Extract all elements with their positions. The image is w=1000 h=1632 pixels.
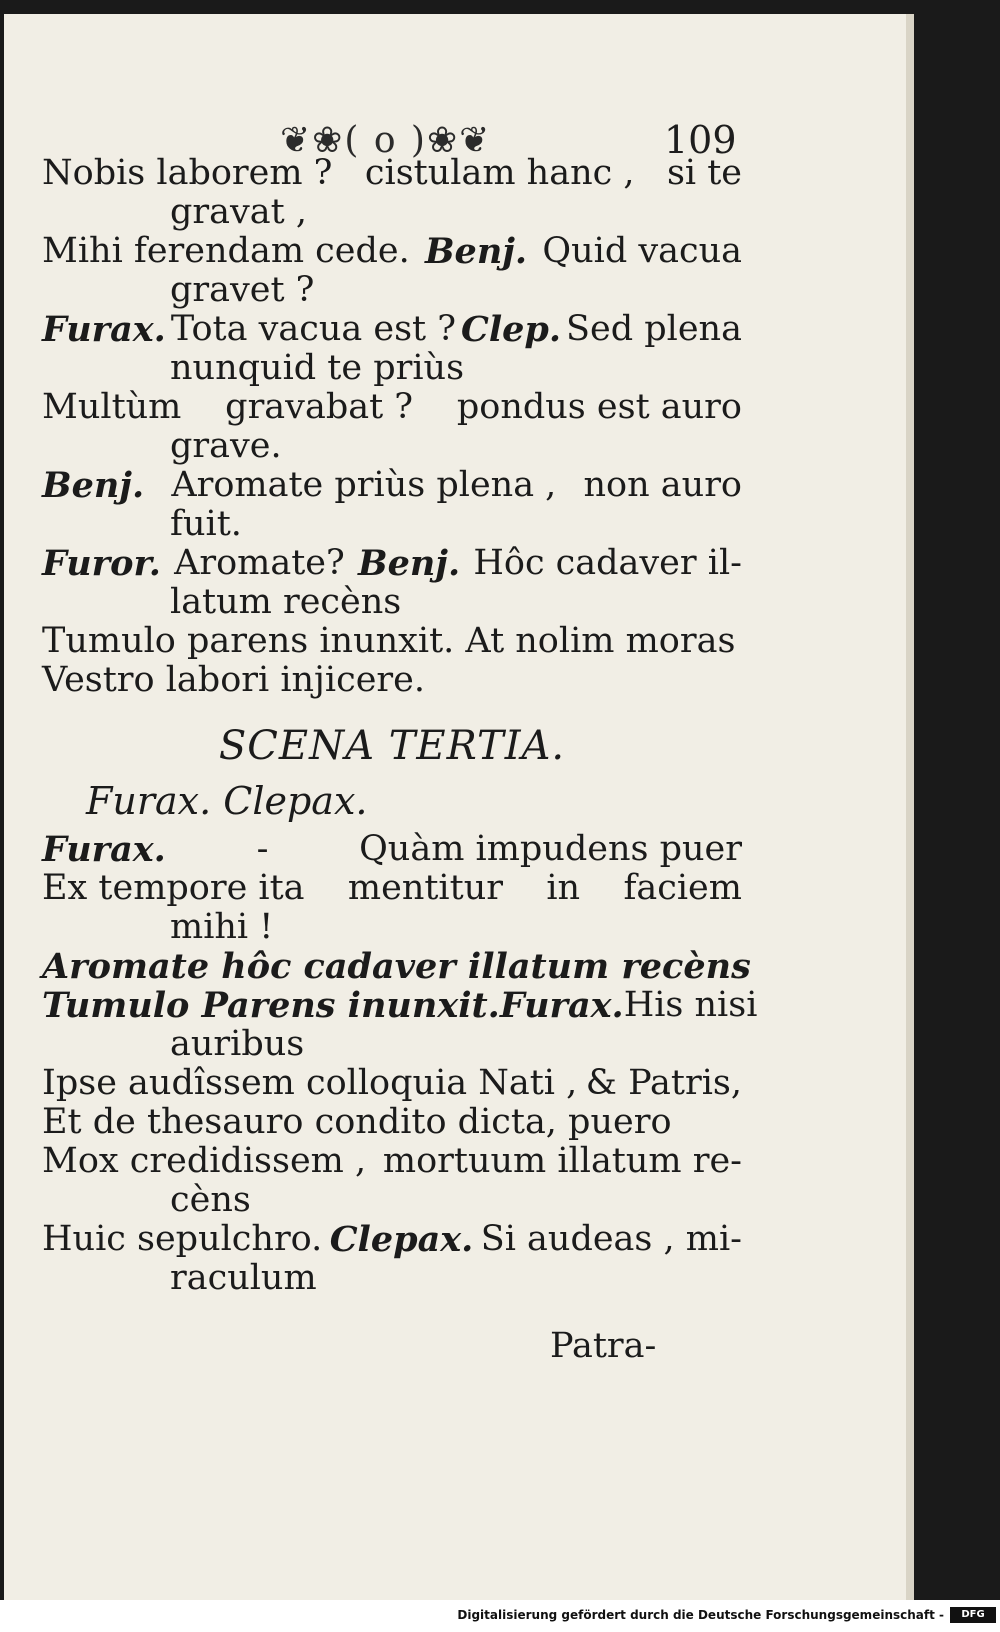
scene-title: SCENA TERTIA. xyxy=(218,723,566,769)
line-text: fuit. xyxy=(170,504,242,544)
text-line xyxy=(42,661,742,700)
speaker-label: Clep. xyxy=(460,309,562,350)
line-text: His nisi xyxy=(623,985,758,1025)
line-text: Nobis laborem ? xyxy=(42,153,333,193)
text-line xyxy=(42,908,742,947)
text-line xyxy=(42,232,742,271)
text-line xyxy=(42,466,742,505)
line-text: pondus est auro xyxy=(456,387,742,427)
text-line xyxy=(42,1142,742,1181)
line-text: Vestro labori injicere. xyxy=(42,660,425,700)
line-text: cistulam hanc , xyxy=(364,153,635,193)
text-line xyxy=(42,271,742,310)
speaker-label: Clepax. xyxy=(329,1219,474,1260)
header-ornament: ❦❀( o )❀❦ xyxy=(280,120,492,161)
line-text: gravat , xyxy=(170,192,307,232)
line-text: Quid vacua xyxy=(542,231,742,271)
page-text xyxy=(42,153,758,1298)
speaker-label: Benj. xyxy=(424,231,528,272)
line-text: latum recèns xyxy=(170,582,402,622)
text-line xyxy=(42,1220,742,1259)
line-text: mihi ! xyxy=(170,907,274,947)
line-text: gravet ? xyxy=(170,270,315,310)
text-line xyxy=(42,985,758,1026)
text-line xyxy=(42,1103,742,1142)
speaker-label: Furax. xyxy=(42,829,166,870)
speaker-label: Benj. xyxy=(357,543,461,584)
line-text: Mox credidissem , xyxy=(42,1141,367,1181)
text-line xyxy=(42,1064,742,1103)
page-number: 109 xyxy=(664,118,737,162)
text-line xyxy=(42,583,742,622)
text-line xyxy=(42,427,742,466)
text-line xyxy=(42,1259,742,1298)
line-text: mortuum illatum re- xyxy=(382,1141,742,1181)
text-line xyxy=(42,830,742,869)
speaker-label: Furax. xyxy=(42,309,166,350)
text-line xyxy=(42,1181,742,1220)
line-text: Aromate? xyxy=(174,543,345,583)
text-line xyxy=(42,193,742,232)
cast-list: Furax. Clepax. xyxy=(86,779,368,823)
text-line xyxy=(42,544,742,583)
line-text: Et de thesauro condito dicta, puero xyxy=(42,1102,672,1142)
line-text: Si audeas , mi- xyxy=(480,1219,742,1259)
line-text: Tota vacua est ? xyxy=(170,309,456,349)
dialogue-block-2 xyxy=(42,829,758,1298)
line-text: si te xyxy=(666,153,742,193)
footer-credit: Digitalisierung gefördert durch die Deutsche Forschungsgemeinschaft - xyxy=(457,1608,944,1622)
line-text: Sed plena xyxy=(566,309,742,349)
line-text: Quàm impudens puer xyxy=(359,829,742,869)
line-text: Multùm xyxy=(42,387,182,427)
line-text: raculum xyxy=(170,1258,317,1298)
line-text: & Patris, xyxy=(585,1063,742,1103)
line-text: in xyxy=(546,868,581,908)
line-text: gravabat ? xyxy=(225,387,414,427)
line-text: non auro xyxy=(583,465,742,505)
line-text: auribus xyxy=(170,1024,305,1064)
text-line xyxy=(42,946,751,987)
line-text: faciem xyxy=(623,868,742,908)
line-text: Mihi ferendam cede. xyxy=(42,231,410,271)
line-text: Ex tempore ita xyxy=(42,868,305,908)
speaker-label: Furax. xyxy=(499,985,624,1026)
line-text: Tumulo parens inunxit. At nolim moras xyxy=(42,621,736,661)
text-line xyxy=(42,388,742,427)
line-text: nunquid te priùs xyxy=(170,348,465,388)
line-text: Huic sepulchro. xyxy=(42,1219,323,1259)
speaker-label: Tumulo Parens inunxit. xyxy=(42,985,500,1026)
line-text: - xyxy=(256,829,269,869)
text-line xyxy=(42,869,742,908)
speaker-label: Furor. xyxy=(42,543,161,584)
line-text: mentitur xyxy=(347,868,503,908)
line-text: Hôc cadaver il- xyxy=(473,543,742,583)
dfg-logo: DFG xyxy=(950,1607,996,1623)
text-line xyxy=(42,622,742,661)
speaker-label: Benj. xyxy=(42,465,145,506)
line-text: Aromate hôc cadaver illatum recèns xyxy=(42,946,751,987)
footer-bar xyxy=(0,1604,1000,1632)
text-line xyxy=(42,1025,742,1064)
line-text: cèns xyxy=(170,1180,251,1220)
line-text: Ipse audîssem colloquia Nati , xyxy=(42,1063,578,1103)
dialogue-block-1 xyxy=(42,154,742,700)
line-text: grave. xyxy=(170,426,282,466)
text-line xyxy=(42,310,742,349)
text-line xyxy=(42,349,742,388)
text-line xyxy=(42,154,742,193)
text-line xyxy=(42,505,742,544)
line-text: Aromate priùs plena , xyxy=(171,465,557,505)
catchword: Patra- xyxy=(550,1326,657,1366)
